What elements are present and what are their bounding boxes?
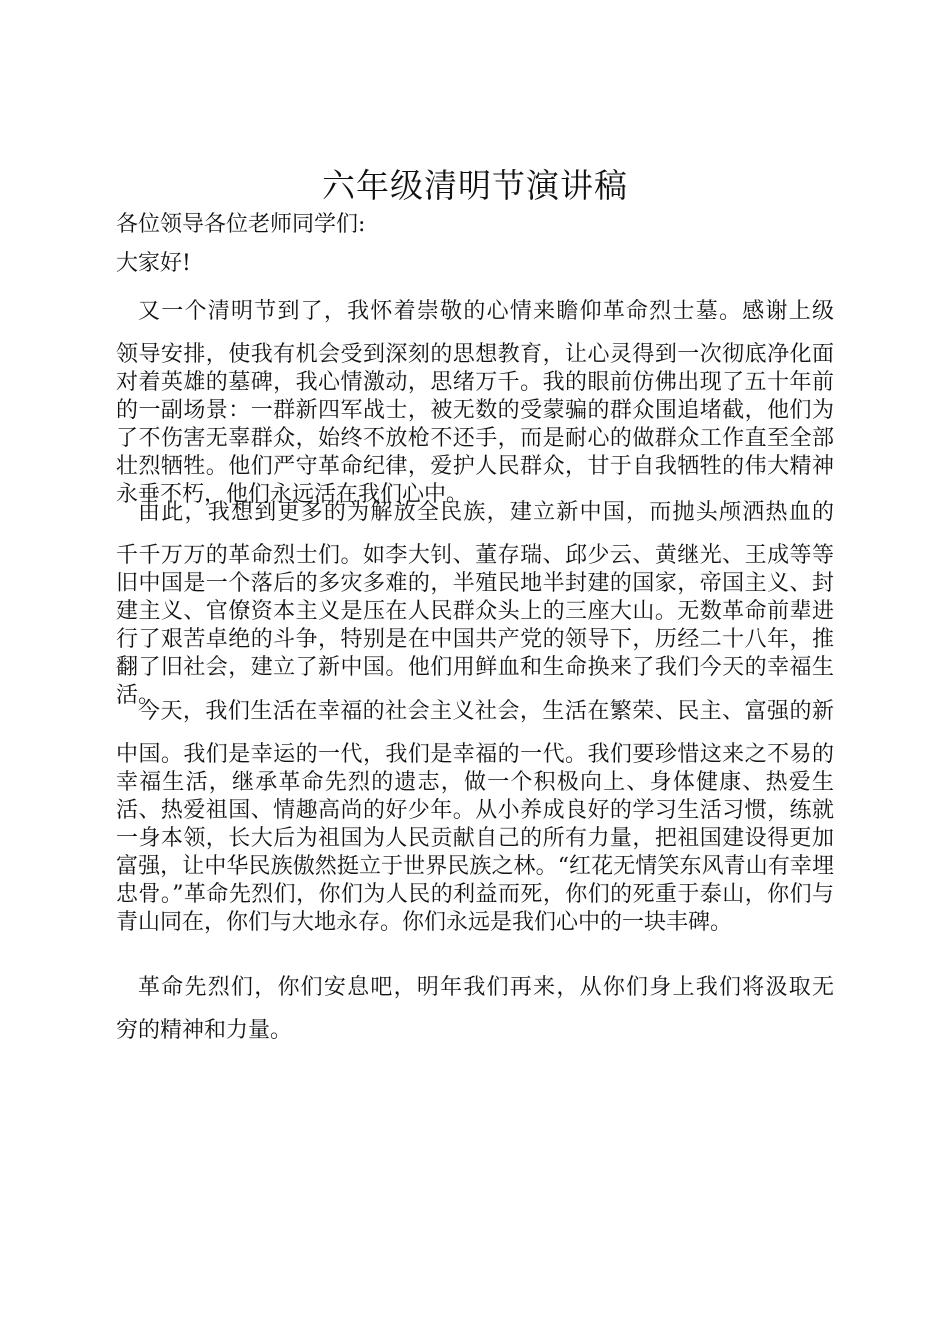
paragraph-body: 千千万万的革命烈士们。如李大钊、董存瑞、邱少云、黄继光、王成等等旧中国是一个落后的多灾多难的，半殖民地半封建的国家，帝国主义、封建主义、官僚资本主义是压在人民群众头上的三座大山。无数革命前辈进行了艰苦卓绝的斗争，特别是在中国共产党的领导下，历经二十八年，推翻了旧社会，建立了新中国。他们用鲜血和生命换来了我们今天的幸福生活。 [116, 543, 834, 708]
paragraph-first-line: 由此，我想到更多的为解放全民族，建立新中国，而抛头颅洒热血的 [138, 500, 834, 525]
greeting: 大家好! [116, 251, 191, 276]
paragraph-4 [116, 971, 834, 1045]
page-title: 六年级清明节演讲稿 [322, 166, 628, 205]
paragraph-3 [116, 695, 834, 937]
salutation: 各位领导各位老师同学们: [116, 212, 366, 237]
paragraph-first-line: 又一个清明节到了，我怀着崇敬的心情来瞻仰革命烈士墓。感谢上级 [138, 299, 834, 324]
paragraph-first-line: 今天，我们生活在幸福的社会主义社会，生活在繁荣、民主、富强的新 [138, 699, 834, 724]
paragraph-body: 中国。我们是幸运的一代，我们是幸福的一代。我们要珍惜这来之不易的幸福生活，继承革命先烈的遗志，做一个积极向上、身体健康、热爱生活、热爱祖国、情趣高尚的好少年。从小养成良好的学习生活习惯，练就一身本领，长大后为祖国为人民贡献自己的所有力量，把祖国建设得更加富强，让中华民族傲然挺立于世界民族之林。“红花无情笑东风青山有幸埋忠骨。”革命先烈们，你们为人民的利益而死，你们的死重于泰山，你们与青山同在，你们与大地永存。你们永远是我们心中的一块丰碑。 [116, 742, 834, 935]
paragraph-body: 穷的精神和力量。 [116, 1018, 293, 1043]
paragraph-first-line: 革命先烈们，你们安息吧，明年我们再来，从你们身上我们将汲取无 [138, 975, 834, 1000]
paragraph-2 [116, 496, 834, 710]
paragraph-1 [116, 295, 834, 509]
paragraph-body: 领导安排，使我有机会受到深刻的思想教育，让心灵得到一次彻底净化面对着英雄的墓碑，我心情激动，思绪万千。我的眼前仿佛出现了五十年前的一副场景：一群新四军战士，被无数的受蒙骗的群众围追堵截，他们为了不伤害无辜群众，始终不放枪不还手，而是耐心的做群众工作直至全部壮烈牺牲。他们严守革命纪律，爱护人民群众，甘于自我牺牲的伟大精神永垂不朽，他们永远活在我们心中。 [116, 342, 834, 507]
